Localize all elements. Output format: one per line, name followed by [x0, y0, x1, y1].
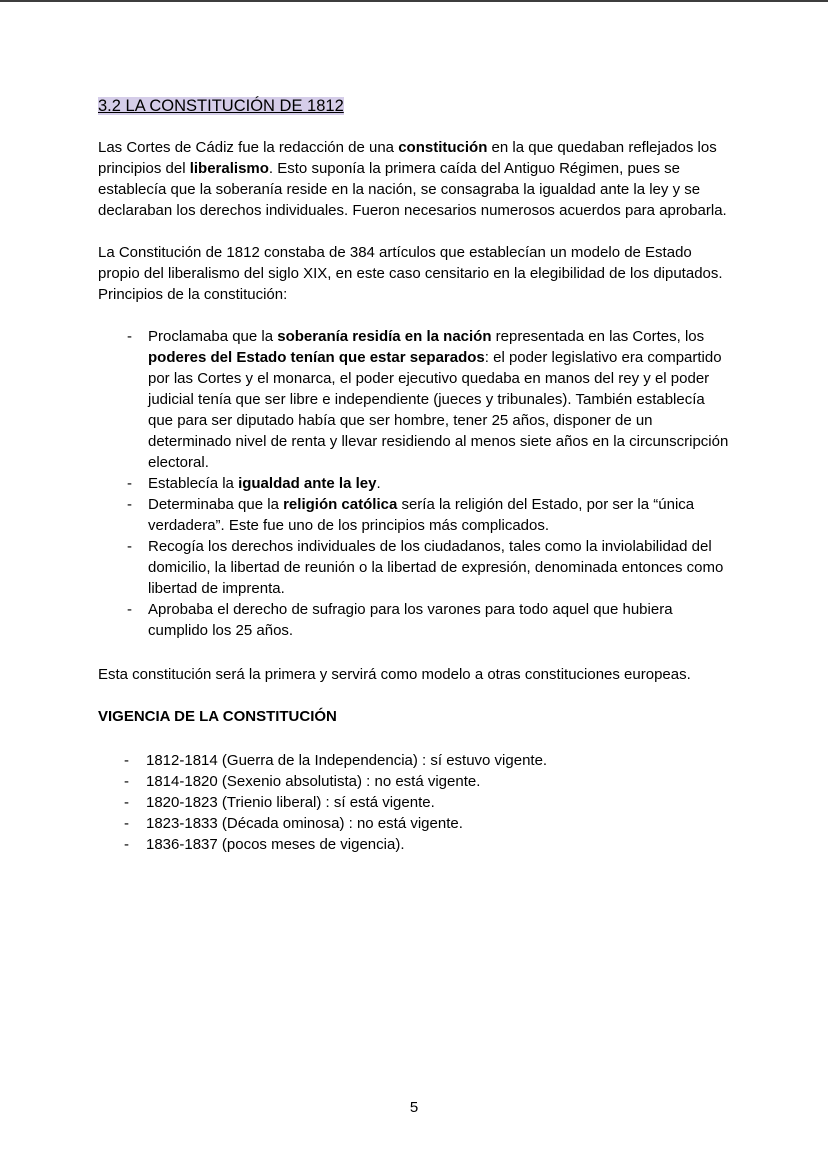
list-item-text: Establecía la igualdad ante la ley. [148, 475, 381, 492]
paragraph-model: La Constitución de 1812 constaba de 384 artículos que establecían un modelo de Estado propio del liberalismo del siglo XIX, en este caso censitario en la elegibilidad de los diputados. Principios de la constitución: [98, 244, 723, 303]
bullet-dash: - [124, 836, 129, 853]
section-heading [98, 95, 730, 117]
bullet-dash: - [124, 752, 129, 769]
principles-list [98, 326, 730, 641]
list-item-text: 1814-1820 (Sexenio absolutista) : no está vigente. [146, 773, 481, 790]
list-item [98, 326, 730, 473]
list-item [98, 494, 730, 536]
list-item [98, 473, 730, 494]
list-item-text: 1820-1823 (Trienio liberal) : sí está vigente. [146, 794, 435, 811]
list-item [98, 771, 730, 792]
document-content [0, 2, 828, 855]
list-item [98, 792, 730, 813]
bullet-dash: - [127, 328, 132, 345]
bullet-dash: - [127, 538, 132, 555]
list-item-text: Proclamaba que la soberanía residía en la nación representada en las Cortes, los poderes del Estado tenían que estar separados: el poder legislativo era compartido por las Cortes y el monarca, el poder ejecutivo quedaba en manos del rey y el poder judicial tenía que ser libre e independiente (jueces y tribunales). También establecía que para ser diputado había que ser hombre, tener 25 años, disponer de un determinado nivel de renta y llevar residiendo al menos siete años en la circunscripción electoral. [148, 328, 729, 471]
bullet-dash: - [124, 794, 129, 811]
paragraph-intro: Las Cortes de Cádiz fue la redacción de una constitución en la que quedaban reflejados los principios del liberalismo. Esto suponía la primera caída del Antiguo Régimen, pues se establecía que la soberanía reside en la nación, se consagraba la igualdad ante la ley y se declaraban los derechos individuales. Fueron necesarios numerosos acuerdos para aprobarla. [98, 139, 727, 219]
list-item [98, 750, 730, 771]
paragraph-closing: Esta constitución será la primera y servirá como modelo a otras constituciones europeas. [98, 666, 691, 683]
bullet-dash: - [124, 815, 129, 832]
list-item [98, 834, 730, 855]
list-item [98, 536, 730, 599]
list-item-text: 1812-1814 (Guerra de la Independencia) : sí estuvo vigente. [146, 752, 548, 769]
section-title: 3.2 LA CONSTITUCIÓN DE 1812 [98, 97, 344, 115]
list-item [98, 599, 730, 641]
list-item-text: Recogía los derechos individuales de los ciudadanos, tales como la inviolabilidad del domicilio, la libertad de reunión o la libertad de expresión, denominada entonces como libertad de imprenta. [148, 538, 724, 597]
vigencia-list [98, 750, 730, 855]
list-item-text: Determinaba que la religión católica sería la religión del Estado, por ser la “única verdadera”. Este fue uno de los principios más complicados. [148, 496, 695, 534]
list-item-text: Aprobaba el derecho de sufragio para los varones para todo aquel que hubiera cumplido los 25 años. [148, 601, 673, 639]
bullet-dash: - [124, 773, 129, 790]
bullet-dash: - [127, 496, 132, 513]
vigencia-heading: VIGENCIA DE LA CONSTITUCIÓN [98, 708, 337, 725]
page-number: 5 [409, 1099, 419, 1116]
list-item [98, 813, 730, 834]
bullet-dash: - [127, 475, 132, 492]
list-item-text: 1823-1833 (Década ominosa) : no está vigente. [146, 815, 463, 832]
bullet-dash: - [127, 601, 132, 618]
list-item-text: 1836-1837 (pocos meses de vigencia). [146, 836, 405, 853]
